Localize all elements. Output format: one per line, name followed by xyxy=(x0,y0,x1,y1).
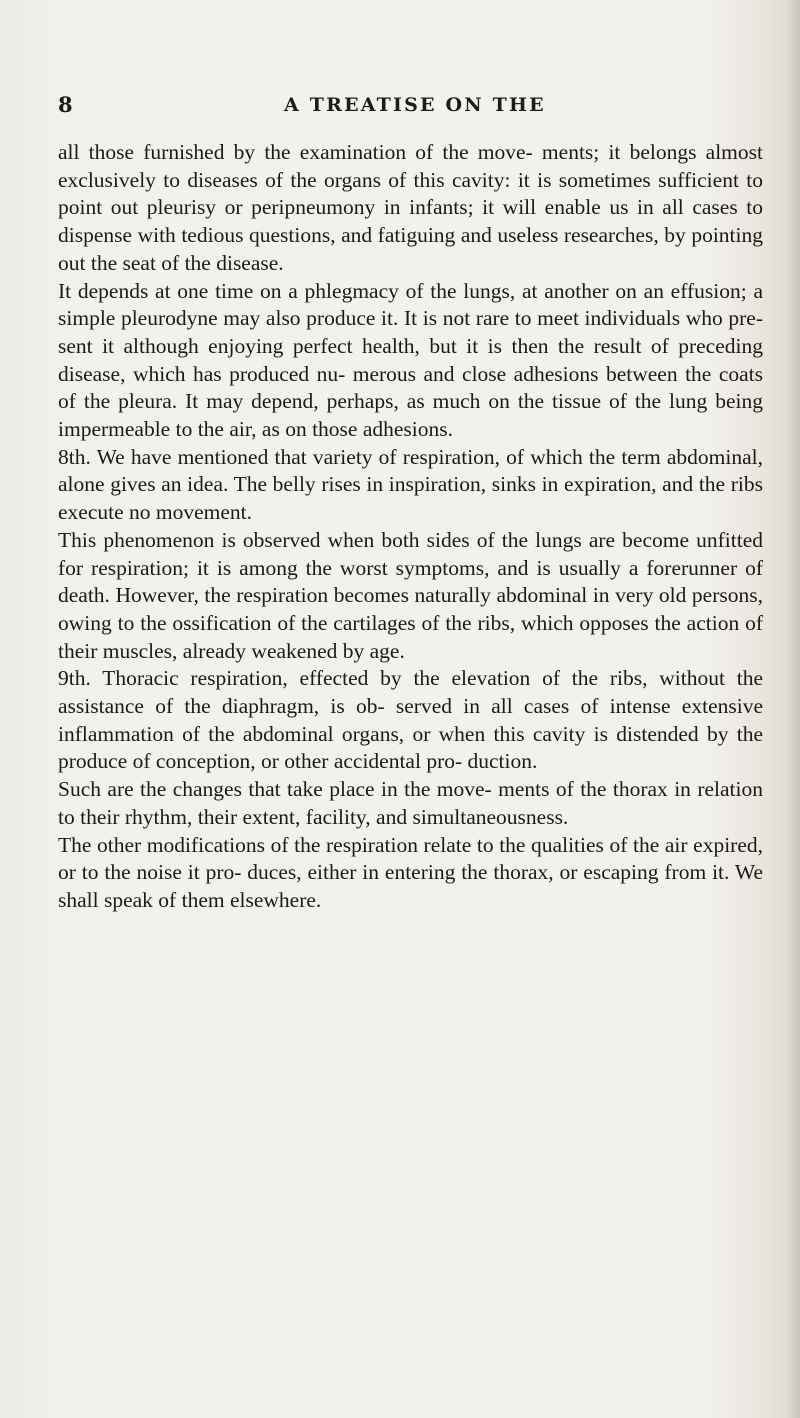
page-edge-shadow xyxy=(786,0,800,1418)
page-number: 8 xyxy=(58,92,73,117)
running-head xyxy=(58,92,758,126)
paragraph: This phenomenon is observed when both sides of the lungs are become unfitted for respiration; it is among the worst symptoms, and is usually a forerunner of death. However, the respiration becomes naturally abdominal in very old persons, owing to the ossification of the cartilages of the ribs, which opposes the action of their muscles, already weakened by age. xyxy=(58,527,763,663)
running-title: A TREATISE ON THE xyxy=(284,94,546,116)
body-text xyxy=(58,139,763,915)
paragraph: all those furnished by the examination of the move- ments; it belongs almost exclusively to diseases of the organs of this cavity: it is sometimes sufficient to point out pleurisy or peripneumony in infants; it will enable us in all cases to dispense with tedious questions, and fatiguing and useless researches, by pointing out the seat of the disease. xyxy=(58,140,763,275)
paragraph: The other modifications of the respiration relate to the qualities of the air expired, or to the noise it pro- duces, either in entering the thorax, or escaping from it. We shall speak of them elsewhere. xyxy=(58,832,763,912)
paragraph: Such are the changes that take place in the move- ments of the thorax in relation to their rhythm, their extent, facility, and simultaneousness. xyxy=(58,777,763,829)
paragraph: 9th. Thoracic respiration, effected by the elevation of the ribs, without the assistance of the diaphragm, is ob- served in all cases of intense extensive inflammation of the abdominal organs, or when this cavity is distended by the produce of conception, or other accidental pro- duction. xyxy=(58,666,763,774)
paragraph: 8th. We have mentioned that variety of respiration, of which the term abdominal, alone gives an idea. The belly rises in inspiration, sinks in expiration, and the ribs execute no movement. xyxy=(58,444,763,525)
paragraph: It depends at one time on a phlegmacy of the lungs, at another on an effusion; a simple pleurodyne may also produce it. It is not rare to meet individuals who pre- sent it although enjoying perfect health, but it is then the result of preceding disease, which has produced nu- merous and close adhesions between the coats of the pleura. It may depend, perhaps, as much on the tissue of the lung being impermeable to the air, as on those adhesions. xyxy=(58,278,763,442)
